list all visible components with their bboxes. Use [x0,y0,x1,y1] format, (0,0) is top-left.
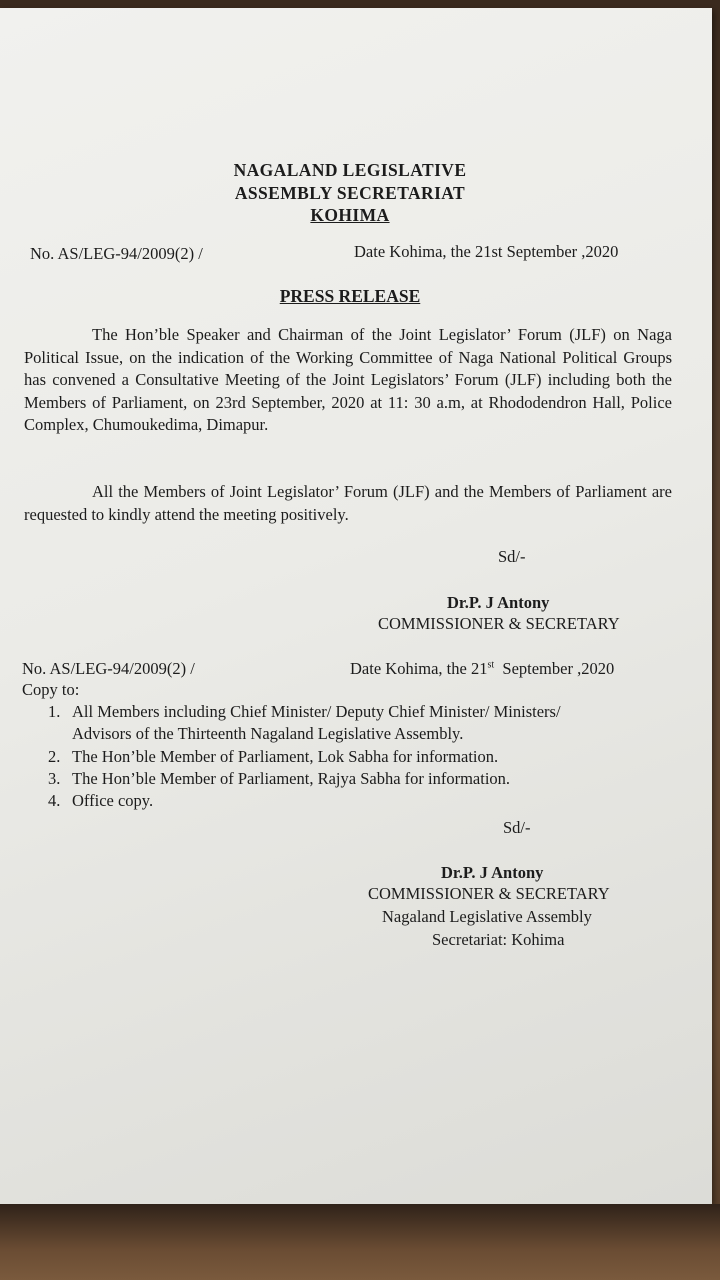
copy-reference-number: No. AS/LEG-94/2009(2) / [22,659,195,678]
copy-reference-date [350,659,614,679]
copy-item-3-number: 3. [48,769,61,788]
title-row [0,286,700,307]
paragraph-2: All the Members of Joint Legislator’ Forum (JLF) and the Members of Parliament are requested to kindly attend the meeting positively. [24,482,672,524]
copy-item-2-line-1: The Hon’ble Member of Parliament, Lok Sabha for information. [72,747,499,766]
signature-1-name: Dr.P. J Antony [447,593,550,612]
signature-2-sd: Sd/- [503,818,531,837]
header-line-3 [0,205,700,226]
copy-item-1-line-2: Advisors of the Thirteenth Nagaland Legislative Assembly. [72,724,464,743]
reference-number: No. AS/LEG-94/2009(2) / [30,244,203,263]
header-line-1: NAGALAND LEGISLATIVE [233,160,467,180]
copy-item-1-number: 1. [48,702,61,721]
signature-2-name: Dr.P. J Antony [441,863,544,882]
paragraph-1: The Hon’ble Speaker and Chairman of the Joint Legislator’ Forum (JLF) on Naga Political Issue, on the indication of the Working Committee of Naga National Political Groups has convened a Consultative Meeting of the Joint Legislators’ Forum (JLF) including both the Members of Parliament, on 23rd September, 2020 at 11: 30 a.m, at Rhododendron Hall, Police Complex, Chumoukedima, Dimapur. [24,325,672,435]
copy-date-suffix: September ,2020 [502,659,615,678]
press-release-title: PRESS RELEASE [279,286,421,306]
header-kohima: KOHIMA [310,205,390,225]
copy-item-4-number: 4. [48,791,61,810]
copy-item-3-line-1: The Hon’ble Member of Parliament, Rajya Sabha for information. [72,769,511,788]
copy-item-1-line-1: All Members including Chief Minister/ Deputy Chief Minister/ Ministers/ [72,702,561,721]
signature-2-org-line-2: Secretariat: Kohima [432,930,565,949]
signature-1-title: COMMISSIONER & SECRETARY [378,614,620,633]
floor-background [0,1204,720,1280]
signature-2-org-line-1: Nagaland Legislative Assembly [382,907,592,926]
signature-2-title: COMMISSIONER & SECRETARY [368,884,610,903]
document-page [0,8,712,1204]
signature-1-sd: Sd/- [498,547,526,566]
copy-to-label: Copy to: [22,680,80,699]
header-line-2: ASSEMBLY SECRETARIAT [234,183,466,203]
copy-item-4-line-1: Office copy. [72,791,154,810]
copy-item-2-number: 2. [48,747,61,766]
copy-date-superscript: st [487,659,495,671]
copy-date-prefix: Date Kohima, the 21 [350,659,488,678]
reference-date: Date Kohima, the 21st September ,2020 [354,242,619,261]
